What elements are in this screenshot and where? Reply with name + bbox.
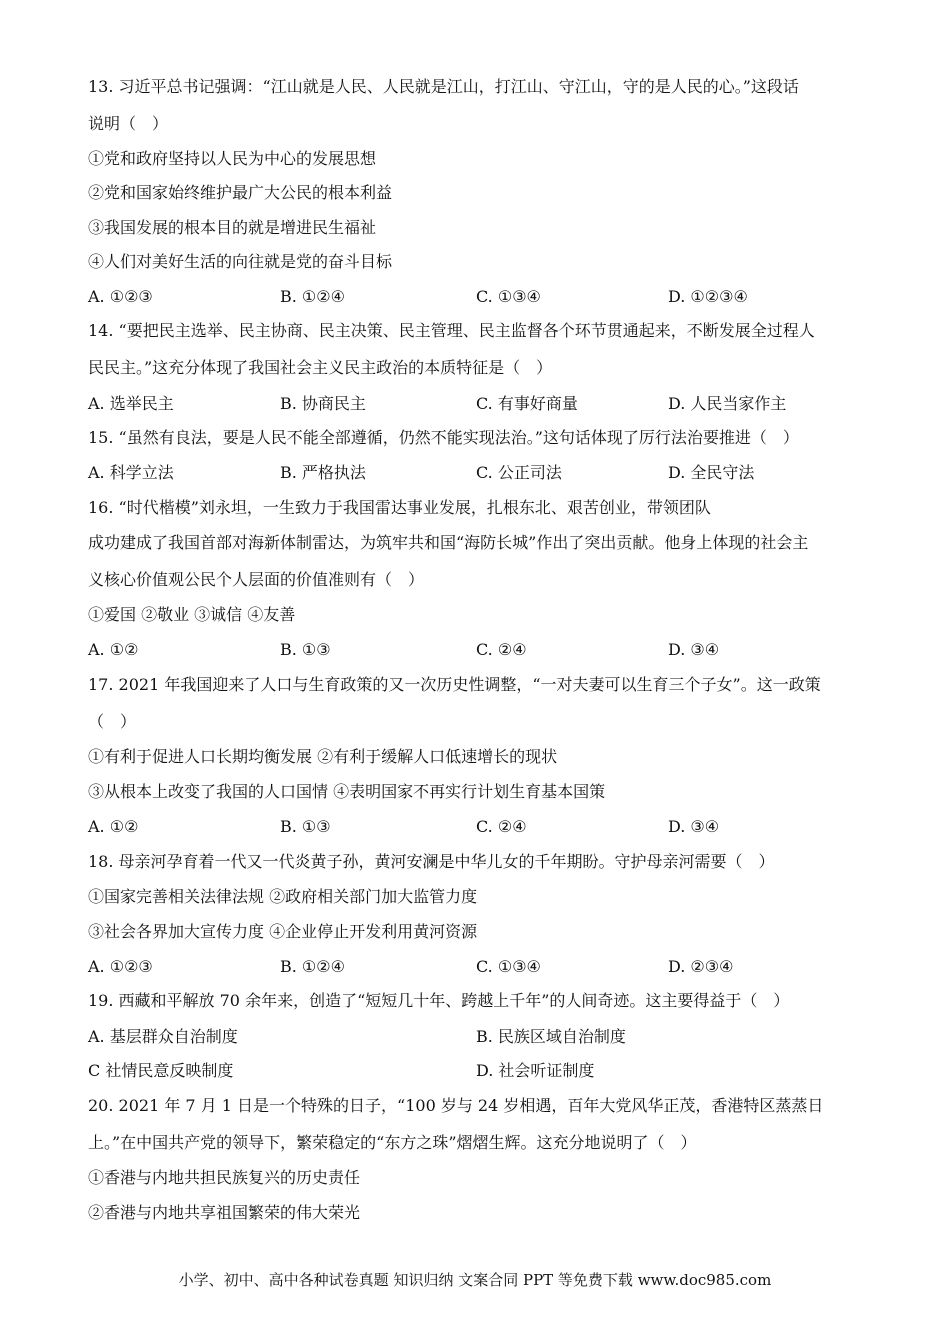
q14-line-1: 14. “要把民主选举、民主协商、民主决策、民主管理、民主监督各个环节贯通起来，不断发展全过程人 <box>88 321 815 340</box>
q18-line-1: 18. 母亲河孕育着一代又一代炎黄子孙，黄河安澜是中华儿女的千年期盼。守护母亲河需要（ ） <box>88 852 775 871</box>
q17-option-a: A. ①② <box>88 817 139 836</box>
q17-option-c: C. ②④ <box>476 817 527 836</box>
q13-option-d: D. ①②③④ <box>668 287 748 306</box>
q13-statement-3: ③我国发展的根本目的就是增进民生福祉 <box>88 218 377 237</box>
q17-line-1: 17. 2021 年我国迎来了人口与生育政策的又一次历史性调整，“一对夫妻可以生育三个子女”。这一政策 <box>88 675 821 694</box>
q18-statement-1: ①国家完善相关法律法规 ②政府相关部门加大监管力度 <box>88 887 478 906</box>
q13-line-2: 说明（ ） <box>88 114 169 133</box>
q16-option-d: D. ③④ <box>668 640 720 659</box>
q15-option-a: A. 科学立法 <box>88 463 174 482</box>
q16-option-c: C. ②④ <box>476 640 527 659</box>
q16-option-a: A. ①② <box>88 640 139 659</box>
q13-statement-4: ④人们对美好生活的向往就是党的奋斗目标 <box>88 252 393 271</box>
q18-option-b: B. ①②④ <box>280 957 345 976</box>
q17-statement-1: ①有利于促进人口长期均衡发展 ②有利于缓解人口低速增长的现状 <box>88 747 558 766</box>
q19-option-d: D. 社会听证制度 <box>476 1061 595 1080</box>
page-footer: 小学、初中、高中各种试卷真题 知识归纳 文案合同 PPT 等免费下载 www.doc985.com <box>178 1271 772 1289</box>
q20-line-1: 20. 2021 年 7 月 1 日是一个特殊的日子，“100 岁与 24 岁相遇，百年大党风华正茂，香港特区蒸蒸日 <box>88 1096 824 1115</box>
q13-statement-1: ①党和政府坚持以人民为中心的发展思想 <box>88 149 377 168</box>
q14-option-b: B. 协商民主 <box>280 394 366 413</box>
q16-line-2: 成功建成了我国首部对海新体制雷达，为筑牢共和国“海防长城”作出了突出贡献。他身上体现的社会主 <box>88 533 809 552</box>
q18-statement-2: ③社会各界加大宣传力度 ④企业停止开发利用黄河资源 <box>88 922 478 941</box>
q14-line-2: 民民主。”这充分体现了我国社会主义民主政治的本质特征是（ ） <box>88 358 553 377</box>
q20-line-2: 上。”在中国共产党的领导下，繁荣稳定的“东方之珠”熠熠生辉。这充分地说明了（ ） <box>88 1133 697 1152</box>
q15-option-c: C. 公正司法 <box>476 463 562 482</box>
q20-statement-1: ①香港与内地共担民族复兴的历史责任 <box>88 1168 361 1187</box>
q20-statement-2: ②香港与内地共享祖国繁荣的伟大荣光 <box>88 1203 361 1222</box>
q17-option-b: B. ①③ <box>280 817 331 836</box>
q19-line-1: 19. 西藏和平解放 70 余年来，创造了“短短几十年、跨越上千年”的人间奇迹。这主要得益于（ ） <box>88 991 790 1010</box>
q13-line-1: 13. 习近平总书记强调：“江山就是人民、人民就是江山，打江山、守江山，守的是人民的心。”这段话 <box>88 77 799 96</box>
q15-line-1: 15. “虽然有良法，要是人民不能全部遵循，仍然不能实现法治。”这句话体现了厉行法治要推进（ ） <box>88 428 799 447</box>
q15-option-d: D. 全民守法 <box>668 463 755 482</box>
q16-option-b: B. ①③ <box>280 640 331 659</box>
q18-option-d: D. ②③④ <box>668 957 734 976</box>
q19-option-b: B. 民族区域自治制度 <box>476 1027 626 1046</box>
q14-option-a: A. 选举民主 <box>88 394 174 413</box>
q14-option-d: D. 人民当家作主 <box>668 394 787 413</box>
q16-statements: ①爱国 ②敬业 ③诚信 ④友善 <box>88 605 296 624</box>
q13-option-c: C. ①③④ <box>476 287 541 306</box>
q17-statement-2: ③从根本上改变了我国的人口国情 ④表明国家不再实行计划生育基本国策 <box>88 782 606 801</box>
q18-option-a: A. ①②③ <box>88 957 153 976</box>
q13-option-a: A. ①②③ <box>88 287 153 306</box>
q16-line-1: 16. “时代楷模”刘永坦，一生致力于我国雷达事业发展，扎根东北、艰苦创业，带领团队 <box>88 498 711 517</box>
q19-option-a: A. 基层群众自治制度 <box>88 1027 238 1046</box>
q14-option-c: C. 有事好商量 <box>476 394 578 413</box>
q15-option-b: B. 严格执法 <box>280 463 366 482</box>
q17-line-2: （ ） <box>88 712 137 731</box>
q13-statement-2: ②党和国家始终维护最广大公民的根本利益 <box>88 183 393 202</box>
q19-option-c: C 社情民意反映制度 <box>88 1061 234 1080</box>
q16-line-3: 义核心价值观公民个人层面的价值准则有（ ） <box>88 570 425 589</box>
q13-option-b: B. ①②④ <box>280 287 345 306</box>
q17-option-d: D. ③④ <box>668 817 720 836</box>
q18-option-c: C. ①③④ <box>476 957 541 976</box>
